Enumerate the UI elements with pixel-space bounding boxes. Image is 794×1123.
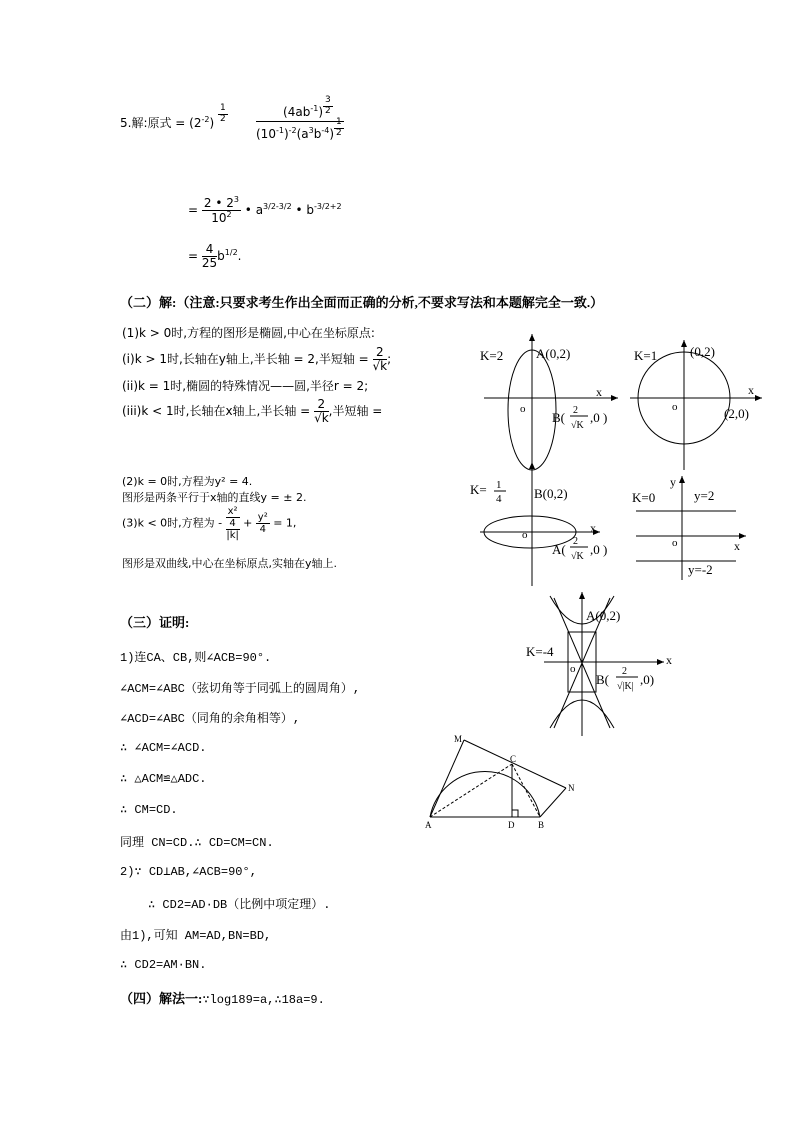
svg-text:N: N	[568, 783, 575, 793]
label-b: B(	[552, 410, 565, 425]
svg-text:x: x	[666, 653, 672, 667]
p5-half-exp: $\frac{1}{2}$	[220, 103, 226, 124]
label-k2: K=2	[480, 348, 504, 363]
part3-p7: 同理 CN=CD.∴ CD=CM=CN.	[120, 836, 274, 850]
part3-p3: ∠ACD=∠ABC（同角的余角相等）,	[120, 712, 301, 726]
svg-text:K=0: K=0	[632, 490, 656, 505]
part3-p10: 由1),可知 AM=AD,BN=BD,	[120, 929, 272, 943]
part3-p2: ∠ACM=∠ABC（弦切角等于同弧上的圆周角）,	[120, 682, 361, 696]
part2-l1: (1)k > 0时,方程的图形是椭圆,中心在坐标原点:	[122, 326, 375, 340]
svg-text:o: o	[570, 663, 576, 675]
part2-l8: 图形是双曲线,中心在坐标原点,实轴在y轴上.	[122, 557, 337, 570]
p5-big-fraction	[256, 96, 344, 141]
svg-text:y: y	[670, 475, 676, 489]
svg-text:√K: √K	[571, 551, 584, 562]
graph-k-neg4	[524, 588, 684, 738]
svg-text:B(0,2): B(0,2)	[534, 486, 568, 501]
svg-text:x: x	[590, 521, 596, 535]
svg-text:B(: B(	[596, 672, 609, 687]
part3-p1: 1)连CA、CB,则∠ACB=90°.	[120, 651, 272, 665]
p5-numerator: $(4ab^{-1})$ $\frac{3}{2}$	[256, 96, 344, 122]
svg-text:x: x	[734, 539, 740, 553]
part2-l4: (iii)k < 1时,长轴在x轴上,半长轴 = $\frac{2}{√k}$ ,半短轴 =	[122, 397, 383, 426]
svg-text:D: D	[508, 820, 515, 830]
svg-text:M: M	[454, 734, 463, 744]
label-k1: K=1	[634, 348, 658, 363]
part4-heading: （四）解法一:	[120, 991, 203, 1006]
graph-k-quarter	[466, 462, 626, 592]
part3-p9: ∴ CD2=AD·DB（比例中项定理）.	[148, 898, 331, 912]
svg-text:A: A	[425, 820, 432, 830]
svg-text:(2,0): (2,0)	[724, 406, 749, 421]
part2-l7: (3)k < 0时,方程为 - x² 4 |k| + $\frac{\text{y²}}{4}$ = 1,	[122, 506, 297, 541]
svg-text:o: o	[672, 537, 678, 549]
part4-text: ∵log189=a,∴18a=9.	[202, 993, 325, 1007]
svg-text:2: 2	[573, 536, 578, 547]
part3-heading: （三）证明:	[120, 615, 190, 630]
p5-line2-frac: $\frac{2 • 2^3}{10^2}$	[203, 195, 239, 226]
svg-text:o: o	[672, 401, 678, 413]
p5-line2: = $\frac{2 • 2^3}{10^2}$ • $a^{3/2-3/2}$ • $b^{-3/2+2}$	[188, 195, 342, 226]
geometry-figure	[420, 732, 580, 832]
svg-text:x: x	[748, 383, 754, 397]
part3-p4: ∴ ∠ACM=∠ACD.	[120, 741, 207, 755]
svg-text:K=: K=	[470, 482, 487, 497]
p5-line1: 5.解:原式 = $(2^{-2})$ $\frac{1}{2}$	[120, 103, 226, 130]
part4-line	[120, 988, 325, 1008]
svg-text:y=-2: y=-2	[688, 562, 713, 577]
svg-text:A(: A(	[552, 542, 566, 557]
part2-l3: (ii)k = 1时,椭圆的特殊情况——圆,半径r = 2;	[122, 379, 369, 393]
part2-heading: （二）解:（注意:只要求考生作出全面而正确的分析,不要求写法和本题解完全一致.）	[120, 295, 604, 310]
svg-text:A(0,2): A(0,2)	[586, 608, 621, 623]
p5-line3: = $\frac{4}{25}$ $b^{1/2}$.	[188, 242, 242, 271]
svg-text:y=2: y=2	[694, 488, 715, 503]
part3-p6: ∴ CM=CD.	[120, 803, 178, 817]
p5-denominator: $(10^{-1})^{-2}(a^3b^{-4})$ $\frac{1}{2}$	[256, 117, 342, 141]
part2-l5: (2)k = 0时,方程为y² = 4.	[122, 475, 253, 488]
svg-text:2: 2	[573, 405, 578, 416]
part2-l6: 图形是两条平行于x轴的直线y = ± 2.	[122, 491, 307, 504]
svg-text:√K: √K	[571, 420, 584, 431]
svg-text:K=-4: K=-4	[526, 644, 554, 659]
graph-k0	[630, 472, 760, 582]
svg-text:C: C	[510, 754, 517, 764]
svg-text:,0 ): ,0 )	[590, 542, 608, 557]
graph-k1	[630, 340, 770, 470]
svg-text:√|K|: √|K|	[617, 681, 634, 692]
part3-p8: 2)∵ CD⊥AB,∠ACB=90°,	[120, 865, 257, 879]
svg-text:(0,2): (0,2)	[690, 344, 715, 359]
label-origin: o	[520, 403, 526, 415]
part3-p11: ∴ CD2=AM·BN.	[120, 958, 207, 972]
svg-text:,0 ): ,0 )	[590, 410, 608, 425]
label-x: x	[596, 385, 602, 399]
svg-text:B: B	[538, 820, 545, 830]
svg-text:o: o	[522, 529, 528, 541]
svg-text:4: 4	[496, 493, 502, 505]
label-a: A(0,2)	[536, 346, 571, 361]
part2-l2: (i)k > 1时,长轴在y轴上,半长轴 = 2,半短轴 = $\frac{2}{√k}$ ;	[122, 345, 392, 374]
svg-text:2: 2	[622, 666, 627, 677]
svg-text:,0): ,0)	[640, 672, 655, 687]
svg-text:1: 1	[496, 479, 502, 491]
part3-p5: ∴ △ACM≌△ADC.	[120, 772, 207, 786]
